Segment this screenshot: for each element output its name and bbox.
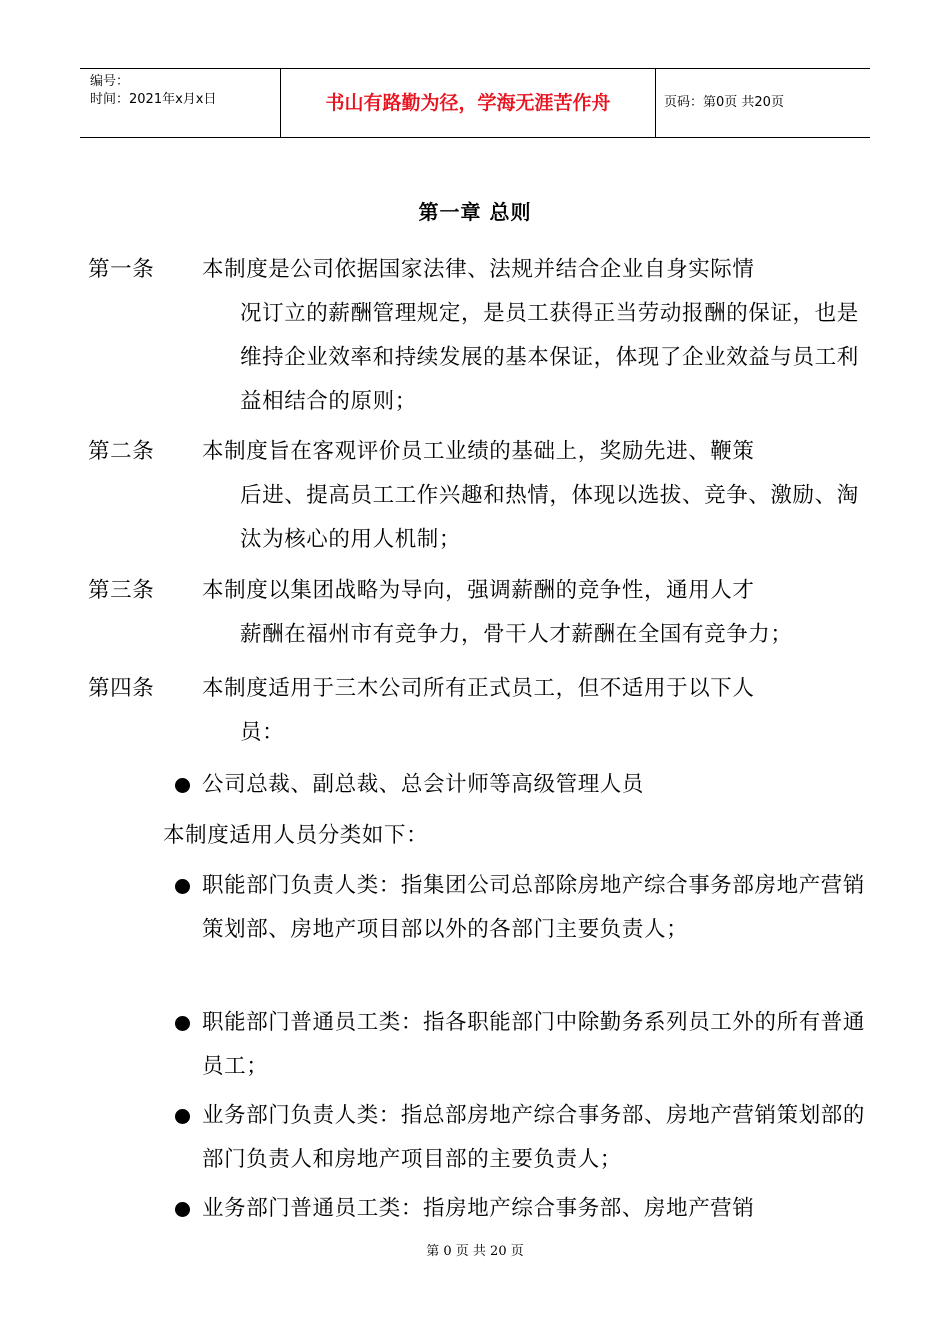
header-meta [80,69,280,137]
article-label: 第二条 [88,439,155,464]
bullet-icon [175,1202,190,1217]
bullet-text: 公司总裁、副总裁、总会计师等高级管理人员 [202,772,645,797]
doc-date-label: 时间：2021年x月x日 [90,92,217,107]
chapter-title: 第一章 总则 [418,200,532,224]
article-text-first: 本制度以集团战略为导向，强调薪酬的竞争性，通用人才 [202,578,755,603]
article-text-rest: 况订立的薪酬管理规定，是员工获得正当劳动报酬的保证，也是维持企业效率和持续发展的基本保证，体现了企业效益与员工利益相结合的原则； [240,301,859,414]
bullet-icon [175,1016,190,1031]
doc-number-label: 编号： [90,74,130,89]
article-text-first: 本制度是公司依据国家法律、法规并结合企业自身实际情 [202,257,755,282]
bullet-text: 职能部门普通员工类：指各职能部门中除勤务系列员工外的所有普通员工； [202,1010,866,1079]
article-label: 第四条 [88,676,155,701]
article-text-rest: 薪酬在福州市有竞争力，骨干人才薪酬在全国有竞争力； [240,622,793,647]
bullet-icon [175,879,190,894]
header-motto: 书山有路勤为径，学海无涯苦作舟 [280,69,656,137]
header-page-info: 页码：第0页 共20页 [664,95,784,110]
bullet-icon [175,778,190,793]
article-text-rest: 员： [240,720,285,745]
document-header [80,68,870,138]
article-text-first: 本制度适用于三木公司所有正式员工，但不适用于以下人 [202,676,755,701]
article-text-rest: 后进、提高员工工作兴趣和热情，体现以选拔、竞争、激励、淘汰为核心的用人机制； [240,483,859,552]
bullet-text: 业务部门负责人类：指总部房地产综合事务部、房地产营销策划部的部门负责人和房地产项目部的主要负责人； [202,1103,866,1172]
bullet-text: 职能部门负责人类：指集团公司总部除房地产综合事务部房地产营销策划部、房地产项目部以外的各部门主要负责人； [202,873,866,942]
article-label: 第三条 [88,578,155,603]
bullet-icon [175,1109,190,1124]
page-footer: 第 0 页 共 20 页 [426,1244,524,1259]
article-label: 第一条 [88,257,155,282]
article-text-first: 本制度旨在客观评价员工业绩的基础上，奖励先进、鞭策 [202,439,755,464]
bullet-text: 业务部门普通员工类：指房地产综合事务部、房地产营销 [202,1196,755,1221]
classification-intro: 本制度适用人员分类如下： [163,823,429,848]
